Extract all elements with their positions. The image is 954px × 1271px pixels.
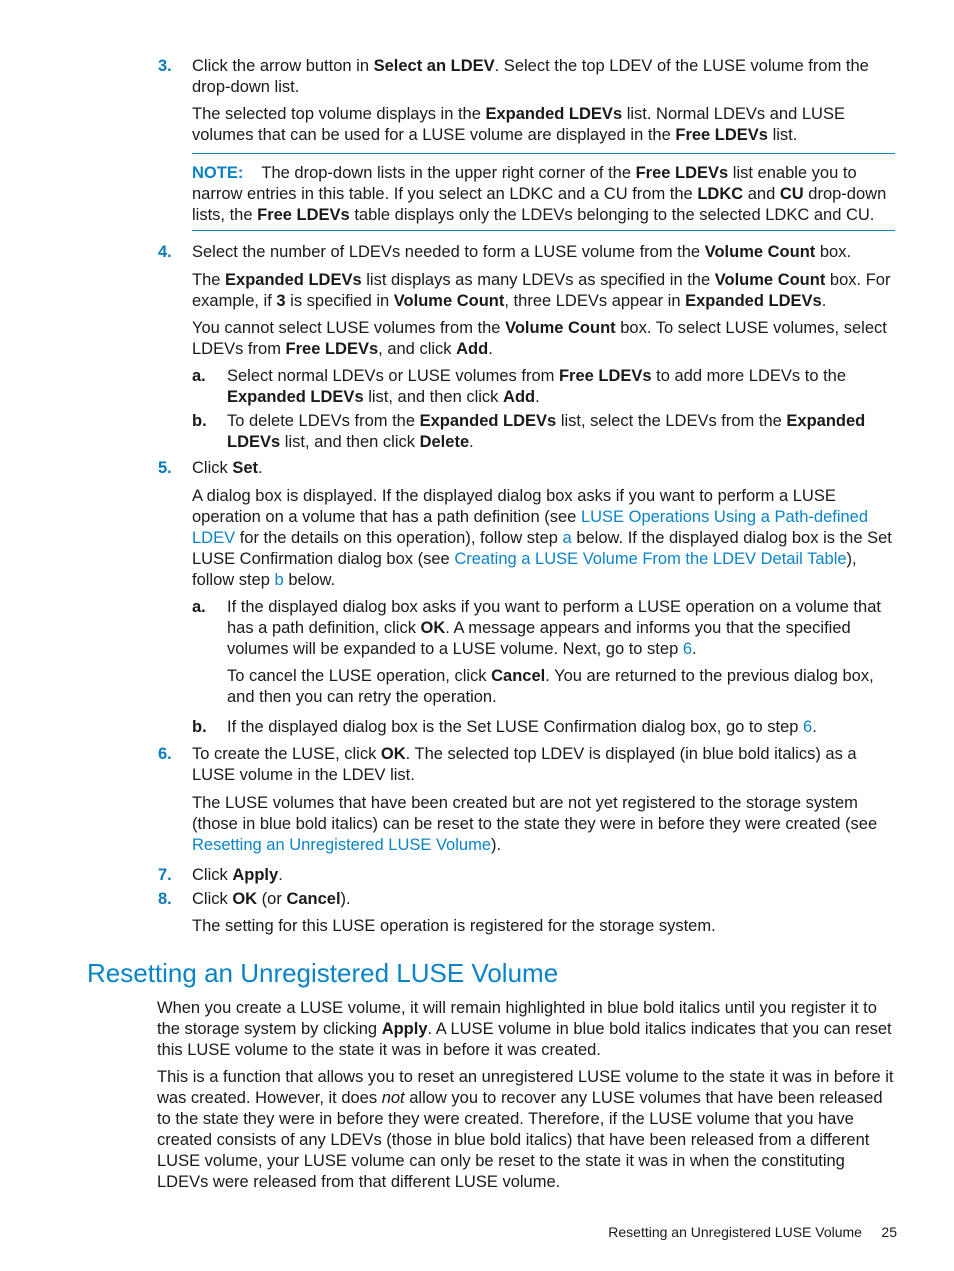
step-number: 3.: [158, 57, 172, 75]
step-paragraph: The setting for this LUSE operation is registered for the storage system.: [192, 917, 716, 935]
step-a-link[interactable]: a: [562, 529, 572, 547]
substep-text: If the displayed dialog box is the Set LUSE Confirmation dialog box, go to step 6.: [227, 718, 817, 736]
substep-text: Select normal LDEVs or LUSE volumes from Free LDEVs to add more LDEVs to the Expanded LDEVs list, and then click Add.: [227, 367, 847, 406]
substep-label: a.: [192, 367, 206, 385]
section-paragraph: When you create a LUSE volume, it will remain highlighted in blue bold italics until you register it to the storage system by clicking Apply. A LUSE volume in blue bold italics indicates that you can reset this LUSE volume to the state it was in before it was created.: [157, 999, 892, 1059]
step-instruction: Click Set.: [192, 459, 263, 477]
step-instruction: Click OK (or Cancel).: [192, 890, 351, 908]
substep-label: b.: [192, 718, 207, 736]
page-number: 25: [881, 1224, 897, 1240]
step-instruction: Click Apply.: [192, 866, 283, 884]
section-heading: Resetting an Unregistered LUSE Volume: [87, 958, 559, 988]
step-number: 4.: [158, 243, 172, 261]
step-paragraph: The Expanded LDEVs list displays as many LDEVs as specified in the Volume Count box. For example, if 3 is specified in Volume Count, three LDEVs appear in Expanded LDEVs.: [192, 271, 891, 310]
step-number: 7.: [158, 866, 172, 884]
substep-label: b.: [192, 412, 207, 430]
section-link[interactable]: Resetting an Unregistered LUSE Volume: [192, 836, 491, 854]
step-6-link[interactable]: 6: [803, 718, 813, 736]
step-6-link[interactable]: 6: [682, 640, 693, 658]
cross-reference-link[interactable]: Creating a LUSE Volume From the LDEV Detail Table: [454, 550, 847, 568]
note-box: [192, 153, 895, 231]
substep-label: a.: [192, 598, 206, 616]
footer-title: Resetting an Unregistered LUSE Volume: [608, 1224, 862, 1240]
step-paragraph: You cannot select LUSE volumes from the Volume Count box. To select LUSE volumes, select LDEVs from Free LDEVs, and click Add.: [192, 319, 887, 358]
step-paragraph: A dialog box is displayed. If the displayed dialog box asks if you want to perform a LUSE operation on a volume that has a path definition (see LUSE Operations Using a Path-defined LDEV for the details on this operation), follow step a below. If the displayed dialog box is the Set LUSE Confirmation dialog box (see Creating a LUSE Volume From the LDEV Detail Table), follow step b below.: [192, 487, 892, 589]
substep-text: If the displayed dialog box asks if you want to perform a LUSE operation on a volume that has a path definition, click OK. A message appears and informs you that the specified volumes will be expanded to a LUSE volume. Next, go to step 6.: [227, 598, 881, 658]
step-number: 5.: [158, 459, 172, 477]
step-paragraph: The selected top volume displays in the Expanded LDEVs list. Normal LDEVs and LUSE volumes that can be used for a LUSE volume are displayed in the Free LDEVs list.: [192, 105, 845, 144]
substep-paragraph: To cancel the LUSE operation, click Cancel. You are returned to the previous dialog box, and then you can retry the operation.: [227, 667, 874, 706]
cross-reference-link[interactable]: LUSE Operations Using a Path-defined LDEV: [192, 508, 869, 547]
step-number: 8.: [158, 890, 172, 908]
step-instruction: To create the LUSE, click OK. The selected top LDEV is displayed (in blue bold italics) as a LUSE volume in the LDEV list.: [192, 745, 857, 784]
step-b-link[interactable]: b: [274, 571, 284, 589]
note-label: NOTE:: [192, 164, 244, 182]
substep-text: To delete LDEVs from the Expanded LDEVs list, select the LDEVs from the Expanded LDEVs list, and then click Delete.: [227, 412, 866, 451]
page-footer: [560, 1223, 897, 1241]
section-paragraph: This is a function that allows you to reset an unregistered LUSE volume to the state it was in before it was created. However, it does not allow you to recover any LUSE volumes that have been released to the state they were in before they were created. Therefore, if the LUSE volume that you have created consists of any LDEVs (those in blue bold italics) that have been released from a different LUSE volume, your LUSE volume can only be reset to the state it was in when the constituting LDEVs were released from that different LUSE volume.: [157, 1068, 894, 1191]
note-text: NOTE: The drop-down lists in the upper right corner of the Free LDEVs list enable you to narrow entries in this table. If you select an LDKC and a CU from the LDKC and CU drop-down lists, the Free LDEVs table displays only the LDEVs belonging to the selected LDKC and CU.: [192, 164, 887, 224]
step-number: 6.: [158, 745, 172, 763]
step-instruction: Click the arrow button in Select an LDEV. Select the top LDEV of the LUSE volume from the drop-down list.: [192, 57, 869, 96]
step-paragraph: The LUSE volumes that have been created but are not yet registered to the storage system (those in blue bold italics) can be reset to the state they were in before they were created (see Resetting an Unregistered LUSE Volume).: [192, 794, 878, 854]
step-instruction: Select the number of LDEVs needed to form a LUSE volume from the Volume Count box.: [192, 243, 852, 261]
